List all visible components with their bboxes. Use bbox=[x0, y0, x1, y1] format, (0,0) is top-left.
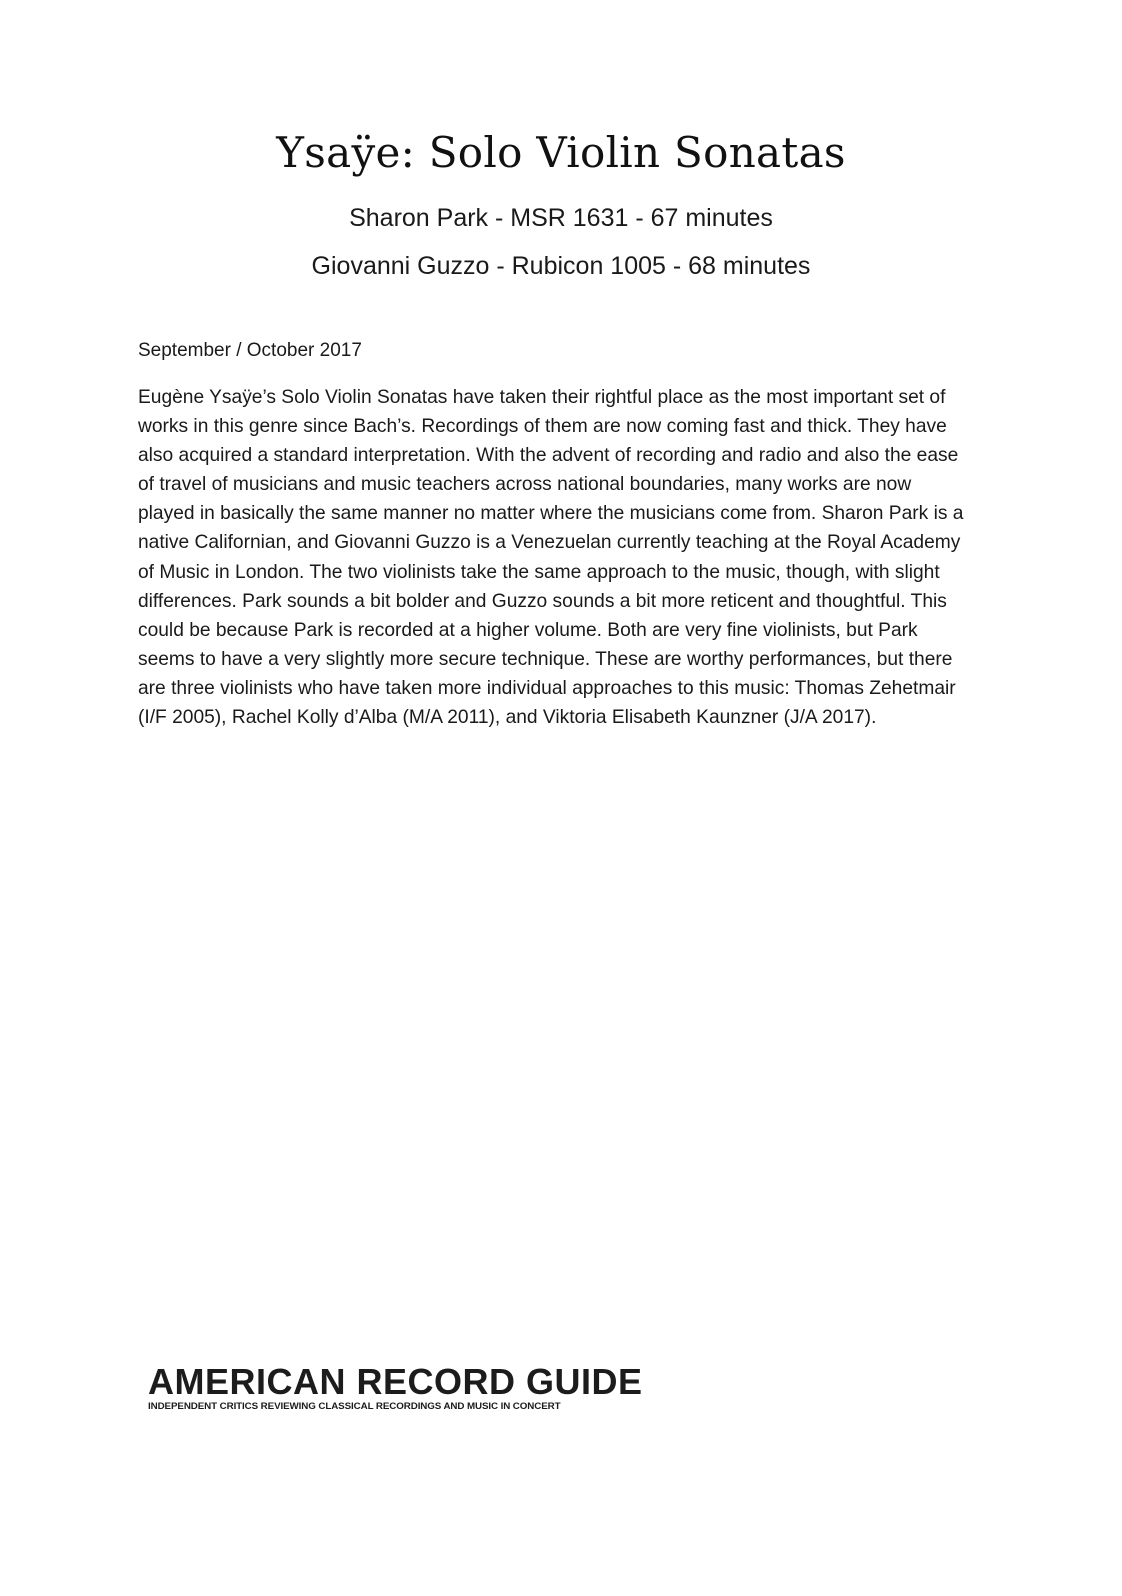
review-body: Eugène Ysaÿe’s Solo Violin Sonatas have taken their rightful place as the most important set of works in this genre since Bach’s. Recordings of them are now coming fast and thick. They have also acquired a standard interpretation. With the advent of recording and radio and also the ease of travel of musicians and music teachers across national boundaries, many works are now played in basically the same manner no matter where the musicians come from. Sharon Park is a native Californian, and Giovanni Guzzo is a Venezuelan currently teaching at the Royal Academy of Music in London. The two violinists take the same approach to the music, though, with slight differences. Park sounds a bit bolder and Guzzo sounds a bit more reticent and thoughtful. This could be because Park is recorded at a higher volume. Both are very fine violinists, but Park seems to have a very slightly more secure technique. These are worthy performances, but there are three violinists who have taken more individual approaches to this music: Thomas Zehetmair (I/F 2005), Rachel Kolly d’Alba (M/A 2011), and Viktoria Elisabeth Kaunzner (J/A 2017). bbox=[138, 387, 964, 729]
recording-line-guzzo: Giovanni Guzzo - Rubicon 1005 - 68 minutes bbox=[311, 252, 811, 280]
logo-tagline: INDEPENDENT CRITICS REVIEWING CLASSICAL RECORDINGS AND MUSIC IN CONCERT bbox=[148, 1401, 561, 1412]
american-record-guide-logo bbox=[148, 1361, 643, 1412]
issue-date: September / October 2017 bbox=[138, 340, 362, 361]
recording-line-park: Sharon Park - MSR 1631 - 67 minutes bbox=[349, 204, 773, 232]
logo-wordmark: AMERICAN RECORD GUIDE bbox=[148, 1361, 643, 1402]
article-title: Ysaÿe: Solo Violin Sonatas bbox=[276, 128, 846, 177]
